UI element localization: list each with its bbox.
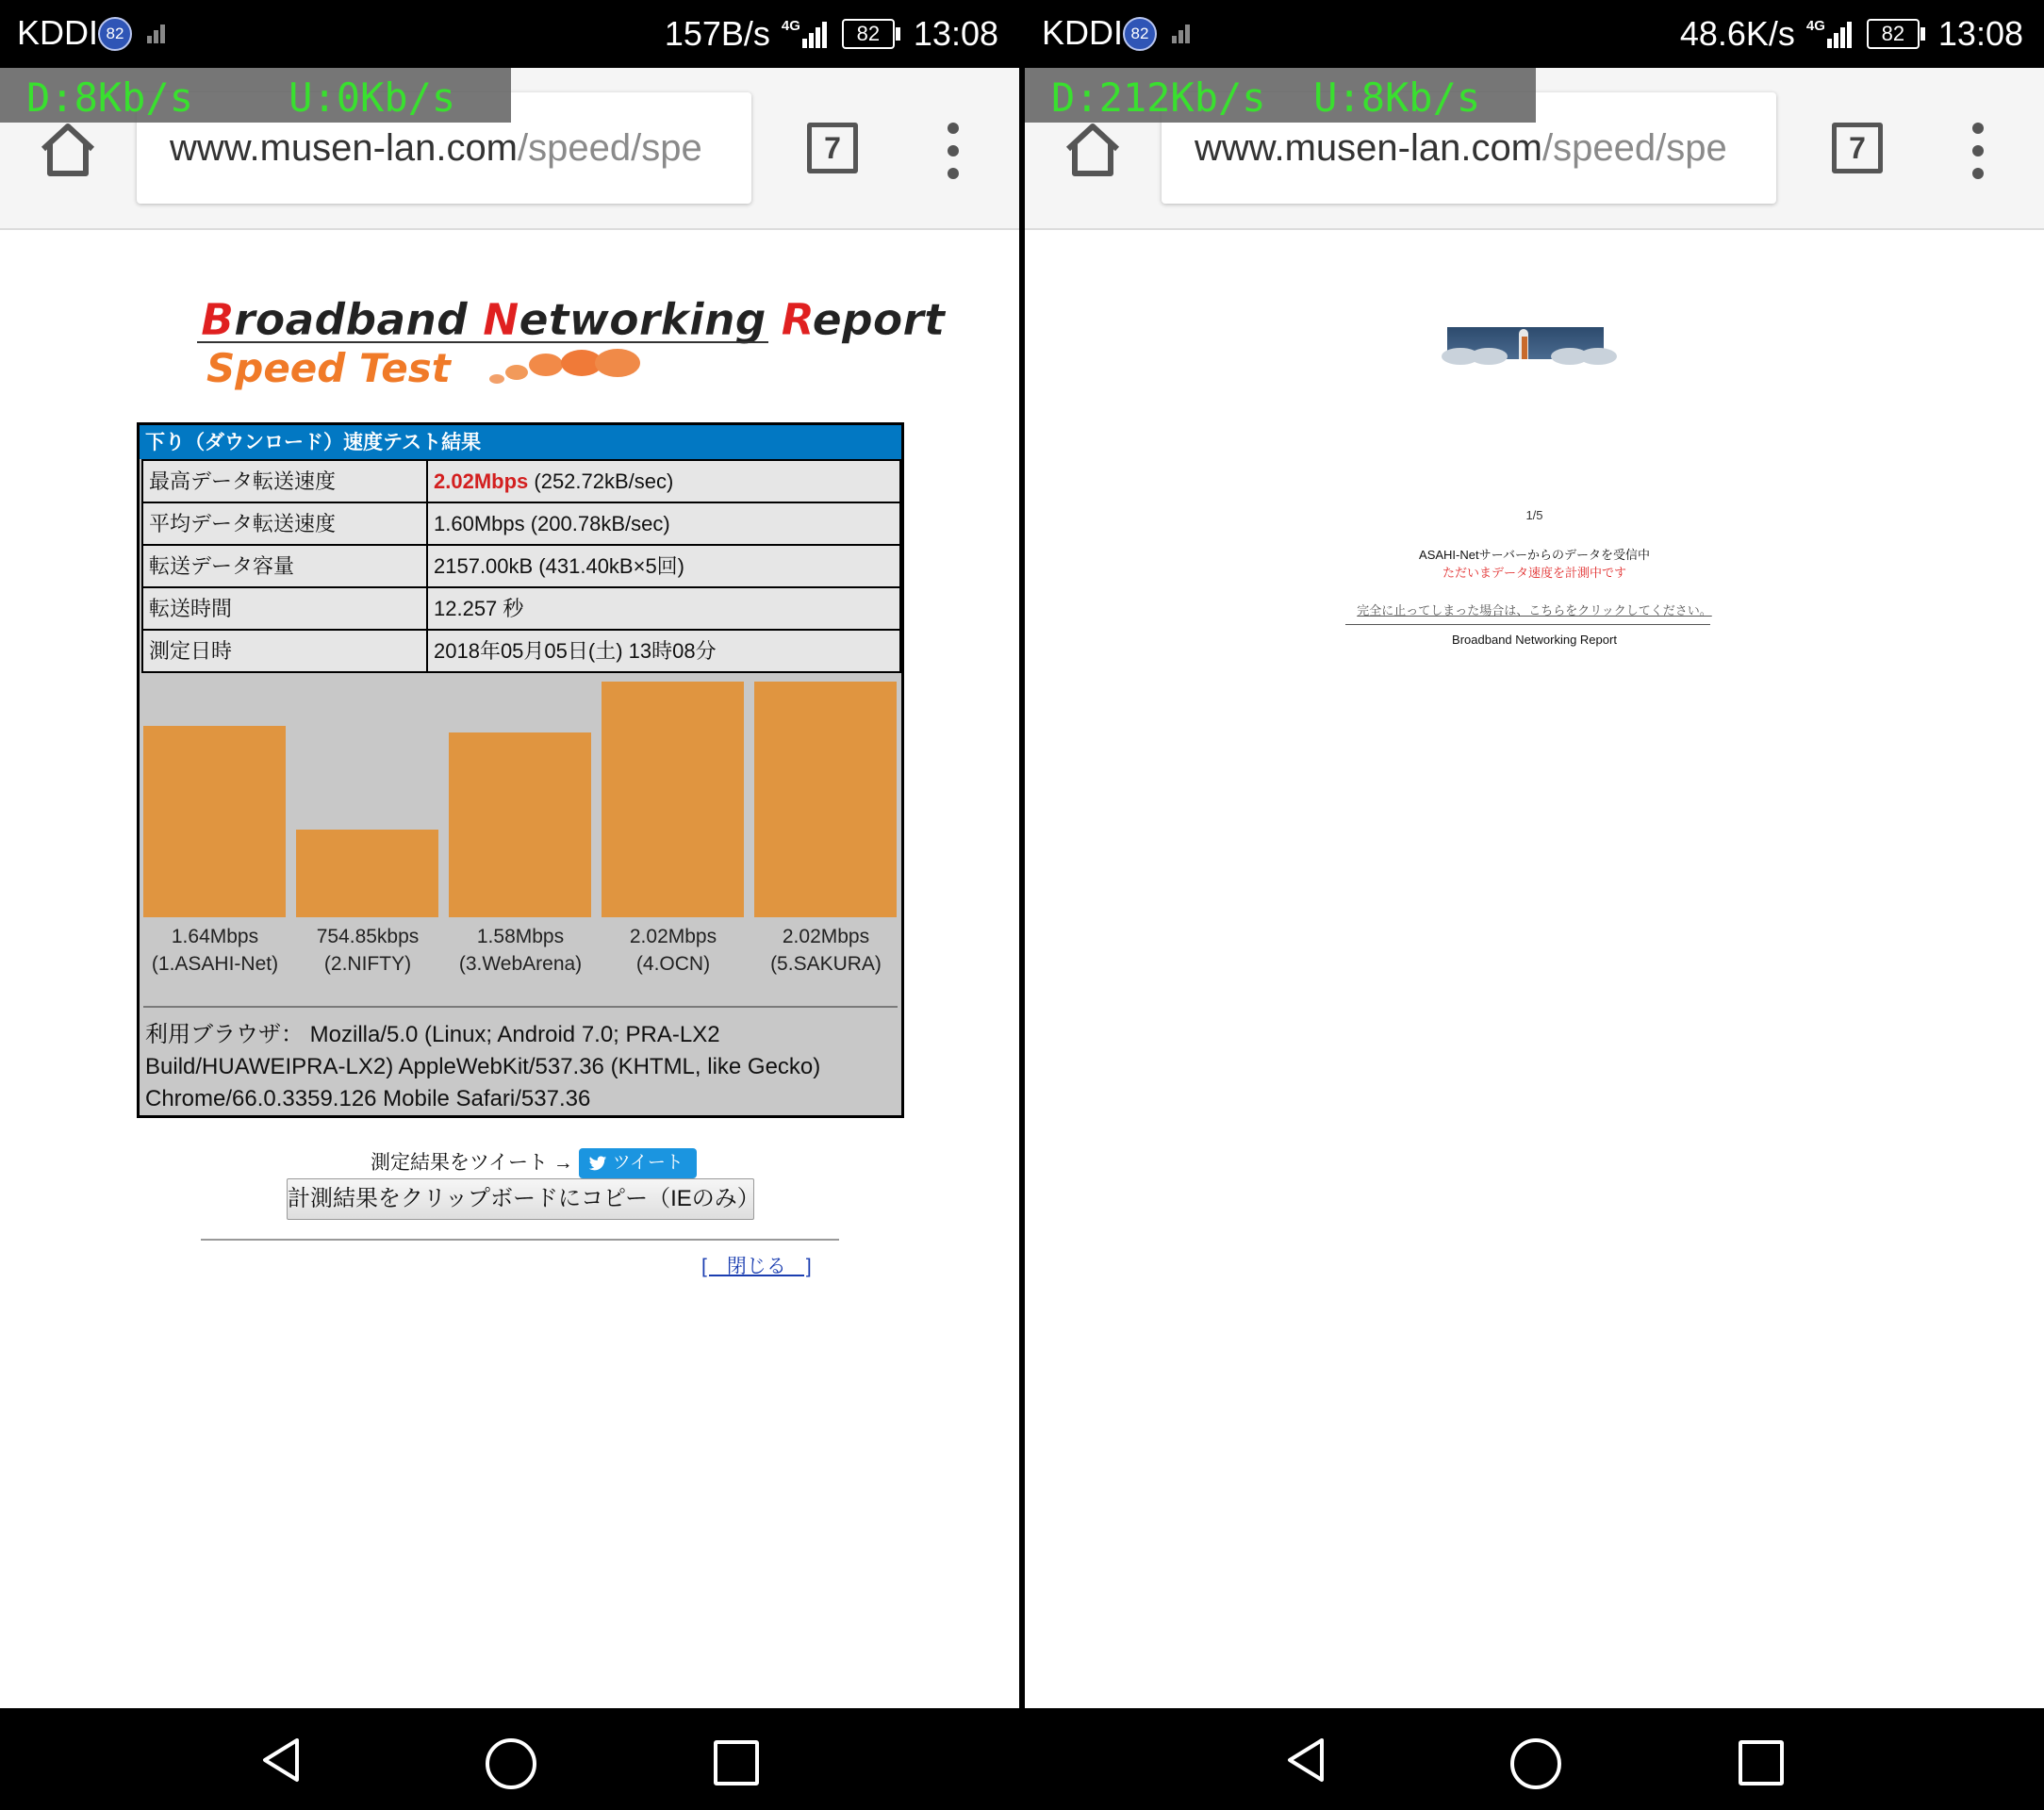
signal-4g-icon: 4G xyxy=(1806,18,1855,50)
result-row-avg-speed xyxy=(141,502,899,544)
overlay-upload: U:0Kb/s xyxy=(288,74,456,121)
result-row-datetime xyxy=(141,629,899,671)
chart-bar xyxy=(296,830,438,917)
result-value: 2018年05月05日(土) 13時08分 xyxy=(426,629,901,673)
result-row-max-speed xyxy=(141,459,899,502)
url-host: www.musen-lan.com xyxy=(1195,127,1543,169)
tweet-button[interactable] xyxy=(579,1148,697,1178)
result-table-header: 下り（ダウンロード）速度テスト結果 xyxy=(140,425,901,459)
net-speed: 48.6K/s xyxy=(1679,14,1795,53)
user-agent-text: 利用ブラウザ： Mozilla/5.0 (Linux; Android 7.0; PRA-LX2 Build/HUAWEIPRA-LX2) AppleWebKit/537.36 (KHTML, like Gecko) Chrome/66.0.3359.126 Mobile Safari/537.36 xyxy=(145,1022,821,1111)
bar-category-label: (2.NIFTY) xyxy=(323,953,412,975)
net-speed: 157B/s xyxy=(664,14,770,53)
result-label: 測定日時 xyxy=(141,629,428,673)
home-nav-icon[interactable] xyxy=(1510,1738,1561,1789)
bnr-speed-test-logo xyxy=(193,288,946,391)
bar-value-label: 1.64Mbps xyxy=(171,926,259,947)
notification-badge: 82 xyxy=(1123,17,1157,51)
result-value: 1.60Mbps (200.78kB/sec) xyxy=(426,502,901,546)
close-link[interactable]: [ 閉じる ] xyxy=(701,1256,812,1277)
svg-text:Broadband Networking Report: Broadband Networking Report xyxy=(201,294,946,345)
result-label: 転送時間 xyxy=(141,586,428,631)
bar-category-label: (1.ASAHI-Net) xyxy=(151,953,279,975)
chart-bar xyxy=(754,682,897,917)
chart-bar-label xyxy=(750,923,902,978)
tab-switcher-button[interactable]: 7 xyxy=(807,123,858,173)
more-menu-icon[interactable] xyxy=(943,123,964,179)
chart-bar-label xyxy=(139,923,291,978)
url-path: /speed/spe xyxy=(518,127,702,169)
battery-icon: 82 xyxy=(1867,19,1920,49)
bar-value-label: 2.02Mbps xyxy=(629,926,717,947)
copy-results-button[interactable]: 計測結果をクリップボードにコピー（IEのみ） xyxy=(287,1178,754,1220)
rocket-launch-image xyxy=(1447,327,1604,359)
download-result-table xyxy=(137,422,904,1118)
stopped-retry-link[interactable]: 完全に止ってしまった場合は、こちらをクリックしてください。 xyxy=(1357,603,1712,617)
status-right xyxy=(665,11,998,57)
bar-category-label: (4.OCN) xyxy=(635,953,711,975)
secondary-signal-icon xyxy=(147,23,172,43)
url-host: www.musen-lan.com xyxy=(170,127,519,169)
chart-bar xyxy=(602,682,744,917)
tweet-prompt: 測定結果をツイート → xyxy=(371,1152,573,1174)
carrier-name: KDDI xyxy=(17,13,99,52)
android-nav-bar xyxy=(0,1708,1019,1810)
result-value: 12.257 秒 xyxy=(426,586,901,631)
bar-value-label: 2.02Mbps xyxy=(782,926,870,947)
overlay-upload: U:8Kb/s xyxy=(1313,74,1481,121)
status-bar xyxy=(0,0,1019,68)
measuring-status: ただいまデータ速度を計測中です xyxy=(1442,566,1626,580)
progress-counter: 1/5 xyxy=(1525,508,1543,522)
secondary-signal-icon xyxy=(1172,23,1196,43)
carrier-name: KDDI xyxy=(1042,13,1124,52)
speed-overlay xyxy=(1025,68,1536,123)
overlay-download: D:8Kb/s xyxy=(26,74,194,121)
back-icon[interactable] xyxy=(1284,1736,1329,1784)
bar-category-label: (5.SAKURA) xyxy=(770,953,882,975)
server-speed-chart xyxy=(143,682,898,975)
back-icon[interactable] xyxy=(259,1736,305,1784)
receiving-status: ASAHI-Netサーバーからのデータを受信中 xyxy=(1419,548,1650,562)
twitter-bird-icon xyxy=(588,1156,607,1172)
home-icon[interactable] xyxy=(38,121,98,181)
chart-bar xyxy=(449,732,591,917)
home-nav-icon[interactable] xyxy=(486,1738,536,1789)
divider xyxy=(1345,624,1710,625)
footer-credit: Broadband Networking Report xyxy=(1452,633,1617,647)
result-label: 転送データ容量 xyxy=(141,544,428,588)
result-row-duration xyxy=(141,586,899,629)
max-speed-highlight: 2.02Mbps xyxy=(434,469,529,493)
chart-bar-label xyxy=(444,923,597,978)
overlay-download: D:212Kb/s xyxy=(1051,74,1266,121)
chart-bar-label xyxy=(291,923,444,978)
result-label: 最高データ転送速度 xyxy=(141,459,428,503)
clock: 13:08 xyxy=(1937,14,2023,53)
speed-overlay xyxy=(0,68,511,123)
more-menu-icon[interactable] xyxy=(1968,123,1988,179)
result-label: 平均データ転送速度 xyxy=(141,502,428,546)
chart-bar xyxy=(143,726,286,917)
chart-bar-label xyxy=(597,923,750,978)
battery-icon: 82 xyxy=(842,19,895,49)
left-screen xyxy=(0,0,1019,1810)
bar-category-label: (3.WebArena) xyxy=(458,953,583,975)
signal-4g-icon: 4G xyxy=(782,18,831,50)
result-value: 2157.00kB (431.40kB×5回) xyxy=(426,544,901,588)
status-right xyxy=(1680,11,2023,57)
clock: 13:08 xyxy=(913,14,998,53)
notification-badge: 82 xyxy=(98,17,132,51)
result-row-data-size xyxy=(141,544,899,586)
divider xyxy=(143,1006,898,1008)
result-value: 2.02Mbps (252.72kB/sec) xyxy=(426,459,901,503)
tab-switcher-button[interactable]: 7 xyxy=(1832,123,1883,173)
right-screen xyxy=(1025,0,2044,1810)
bar-value-label: 754.85kbps xyxy=(316,926,420,947)
logo-subtitle: Speed Test xyxy=(206,345,451,391)
tweet-row xyxy=(371,1146,697,1180)
url-path: /speed/spe xyxy=(1542,127,1727,169)
recents-icon[interactable] xyxy=(714,1740,759,1785)
android-nav-bar xyxy=(1025,1708,2044,1810)
status-bar xyxy=(1025,0,2044,68)
divider xyxy=(201,1239,839,1241)
bar-value-label: 1.58Mbps xyxy=(476,926,565,947)
tweet-button-label: ツイート xyxy=(612,1153,684,1173)
recents-icon[interactable] xyxy=(1739,1740,1784,1785)
home-icon[interactable] xyxy=(1063,121,1123,181)
